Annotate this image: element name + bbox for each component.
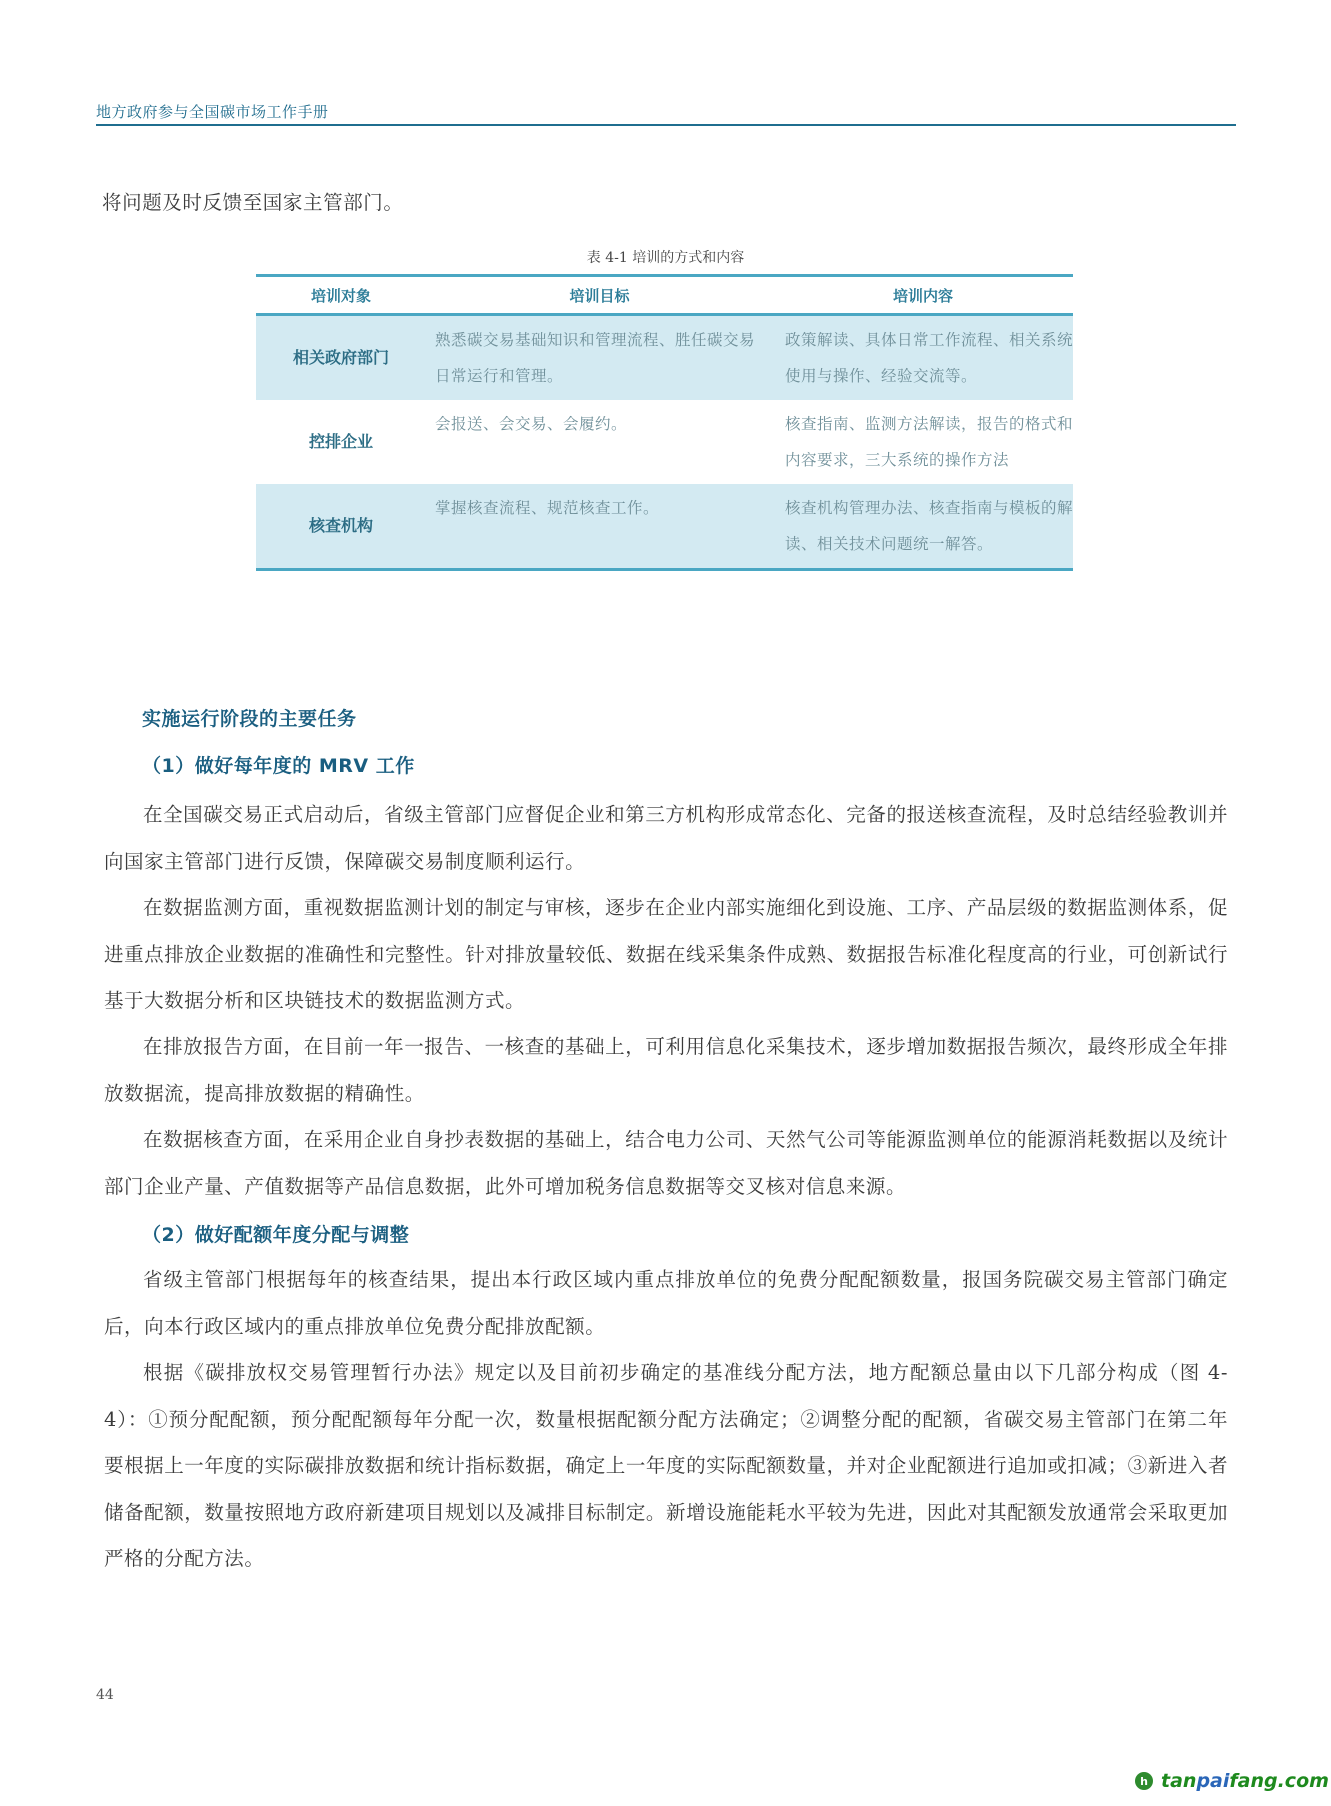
cell-target: 控排企业 <box>308 432 373 451</box>
table-row <box>256 484 1073 570</box>
watermark-part-2: pai <box>1196 1770 1230 1792</box>
cell-goal: 熟悉碳交易基础知识和管理流程、胜任碳交易日常运行和管理。 <box>426 315 773 401</box>
paragraph: 根据《碳排放权交易管理暂行办法》规定以及目前初步确定的基准线分配方法，地方配额总量由以下几部分构成（图 4-4）：①预分配配额，预分配配额每年分配一次，数量根据配额分配方法确定；②调整分配的配额，省碳交易主管部门在第二年要根据上一年度的实际碳排放数据和统计指标数据，确定上一年度的实际配额数量，并对企业配额进行追加或扣减；③新进入者储备配额，数量按照地方政府新建项目规划以及减排目标制定。新增设施能耗水平较为先进，因此对其配额发放通常会采取更加严格的分配方法。 <box>104 1361 1228 1570</box>
intro-line: 将问题及时反馈至国家主管部门。 <box>102 191 404 214</box>
watermark-part-1: tan <box>1161 1770 1197 1792</box>
watermark-text <box>1161 1770 1329 1792</box>
watermark <box>1135 1770 1329 1792</box>
column-header-goal: 培训目标 <box>426 276 773 315</box>
cell-content: 核查指南、监测方法解读，报告的格式和内容要求，三大系统的操作方法 <box>785 415 1074 469</box>
paragraph: 省级主管部门根据每年的核查结果，提出本行政区域内重点排放单位的免费分配配额数量，报国务院碳交易主管部门确定后，向本行政区域内的重点排放单位免费分配排放配额。 <box>104 1268 1228 1338</box>
column-header-target: 培训对象 <box>256 276 426 315</box>
cell-content: 政策解读、具体日常工作流程、相关系统使用与操作、经验交流等。 <box>773 315 1073 401</box>
running-header-title: 地方政府参与全国碳市场工作手册 <box>96 103 329 121</box>
column-header-content: 培训内容 <box>773 276 1073 315</box>
paragraph: 在数据监测方面，重视数据监测计划的制定与审核，逐步在企业内部实施细化到设施、工序、产品层级的数据监测体系，促进重点排放企业数据的准确性和完整性。针对排放量较低、数据在线采集条件成熟、数据报告标准化程度高的行业，可创新试行基于大数据分析和区块链技术的数据监测方式。 <box>104 896 1228 1012</box>
subsection-heading-mrv: （1）做好每年度的 MRV 工作 <box>142 755 415 777</box>
cell-goal: 会报送、会交易、会履约。 <box>435 415 628 433</box>
cell-target: 相关政府部门 <box>256 315 426 401</box>
subsection-heading-allocation: （2）做好配额年度分配与调整 <box>142 1224 410 1246</box>
cell-target: 核查机构 <box>256 484 426 570</box>
table-header-row <box>256 276 1073 315</box>
section-heading: 实施运行阶段的主要任务 <box>142 708 357 730</box>
table-row <box>256 315 1073 401</box>
table-row <box>256 400 1073 484</box>
paragraph: 在排放报告方面，在目前一年一报告、一核查的基础上，可利用信息化采集技术，逐步增加数据报告频次，最终形成全年排放数据流，提高排放数据的精确性。 <box>104 1035 1228 1105</box>
cell-content: 核查机构管理办法、核查指南与模板的解读、相关技术问题统一解答。 <box>773 484 1073 570</box>
header-rule <box>96 124 1236 126</box>
table-caption: 表 4-1 培训的方式和内容 <box>586 250 745 266</box>
paragraph: 在数据核查方面，在采用企业自身抄表数据的基础上，结合电力公司、天然气公司等能源监测单位的能源消耗数据以及统计部门企业产量、产值数据等产品信息数据，此外可增加税务信息数据等交叉核对信息来源。 <box>104 1128 1228 1198</box>
paragraph: 在全国碳交易正式启动后，省级主管部门应督促企业和第三方机构形成常态化、完备的报送核查流程，及时总结经验教训并向国家主管部门进行反馈，保障碳交易制度顺利运行。 <box>104 803 1228 873</box>
training-table <box>256 274 1073 571</box>
tanpaifang-logo-icon: h <box>1135 1772 1153 1790</box>
page-number: 44 <box>96 1687 114 1703</box>
cell-goal: 掌握核查流程、规范核查工作。 <box>426 484 773 570</box>
watermark-part-3: fang.com <box>1229 1770 1329 1792</box>
